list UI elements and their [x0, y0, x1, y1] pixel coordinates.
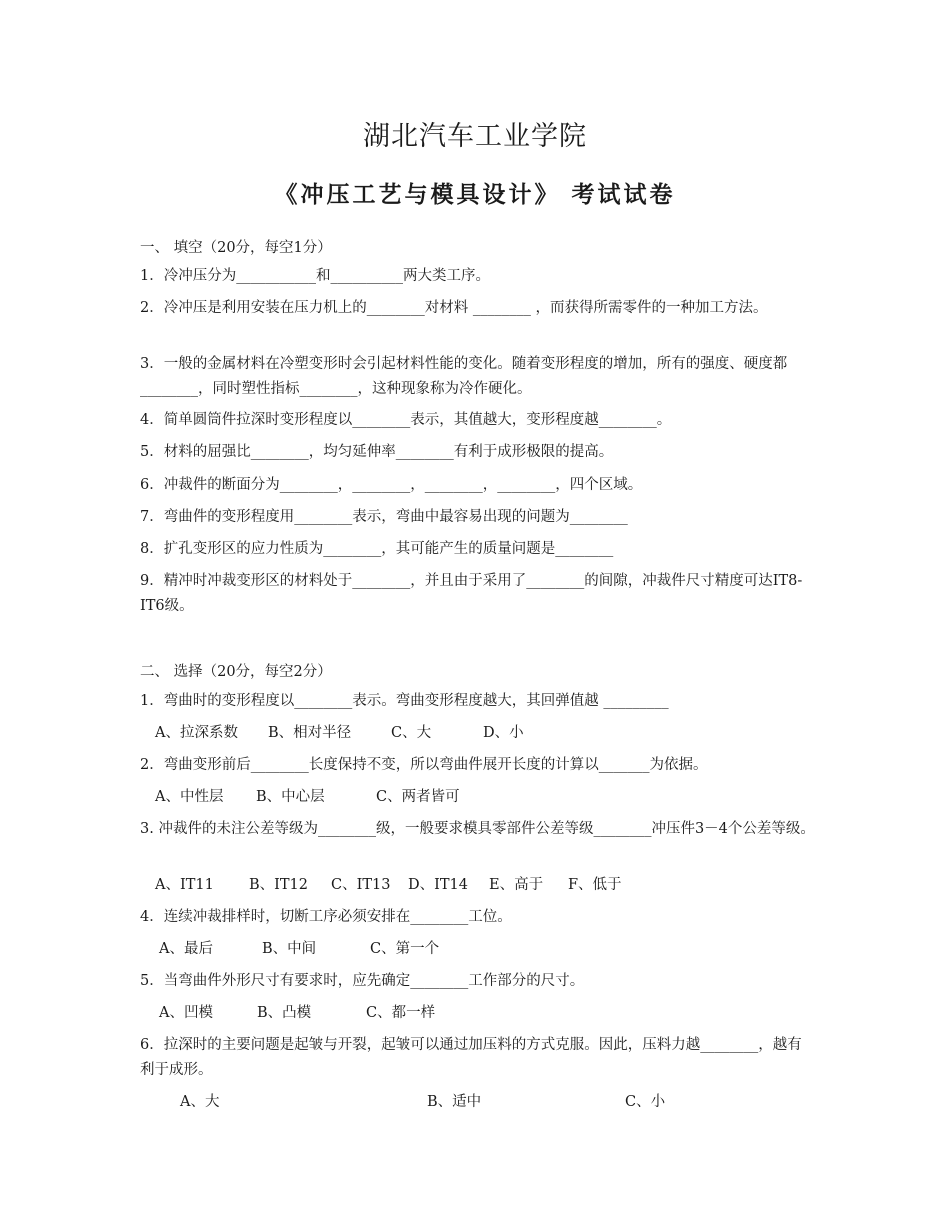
- option: C、大: [391, 725, 432, 741]
- option: D、IT14: [408, 877, 468, 893]
- fill-question-1: 1．冷冲压分为___________和__________两大类工序。: [140, 268, 490, 284]
- fill-question-5: 5．材料的屈强比________，均匀延伸率________有利于成形极限的提高。: [140, 444, 614, 460]
- choice-options-4: [0, 937, 950, 962]
- fill-question-4: 4．简单圆筒件拉深时变形程度以________表示，其值越大，变形程度越________。: [140, 412, 672, 428]
- option: A、凹模: [159, 1005, 213, 1021]
- exam-title: 《冲压工艺与模具设计》 考试试卷: [274, 181, 676, 208]
- choice-question-5: 5．当弯曲件外形尺寸有要求时，应先确定________工作部分的尺寸。: [140, 973, 585, 989]
- school-name: 湖北汽车工业学院: [363, 121, 587, 152]
- choice-question-4: 4．连续冲裁排样时，切断工序必须安排在________工位。: [140, 909, 512, 925]
- option: B、中心层: [256, 789, 325, 805]
- option: D、小: [483, 725, 524, 741]
- option: B、IT12: [249, 877, 309, 893]
- choice-options-3: [0, 873, 950, 898]
- option: B、凸模: [257, 1005, 312, 1021]
- option: B、相对半径: [268, 725, 352, 741]
- option: E、高于: [489, 877, 544, 893]
- section1-title: 一、 填空（20分，每空1分）: [140, 240, 332, 256]
- option: B、适中: [427, 1094, 482, 1110]
- choice-question-1: 1．弯曲时的变形程度以________表示。弯曲变形程度越大，其回弹值越 _________: [140, 693, 669, 709]
- option: C、两者皆可: [376, 789, 460, 805]
- fill-question-2: 2．冷冲压是利用安装在压力机上的________对材料 ________ ，而获得所需零件的一种加工方法。: [140, 300, 768, 316]
- choice-question-3: 3. 冲裁件的未注公差等级为________级，一般要求模具零部件公差等级________冲压件3－4个公差等级。: [140, 821, 815, 837]
- option: A、IT11: [155, 877, 214, 893]
- option: F、低于: [568, 877, 622, 893]
- choice-options-5: [0, 1001, 950, 1026]
- choice-options-1: [0, 721, 950, 746]
- choice-question-6: 6．拉深时的主要问题是起皱与开裂，起皱可以通过加压料的方式克服。因此，压料力越________，越有利于成形。: [140, 1037, 802, 1078]
- section2-title: 二、 选择（20分，每空2分）: [140, 664, 332, 680]
- choice-options-2: [0, 785, 950, 810]
- option: C、小: [625, 1094, 666, 1110]
- choice-options-6: [0, 1090, 950, 1115]
- choice-question-2: 2．弯曲变形前后________长度保持不变，所以弯曲件展开长度的计算以_______为依据。: [140, 757, 708, 773]
- option: C、第一个: [370, 941, 440, 957]
- fill-question-9: 9．精冲时冲裁变形区的材料处于________，并且由于采用了________的间隙，冲裁件尺寸精度可达IT8-IT6级。: [140, 573, 803, 614]
- option: A、最后: [159, 941, 213, 957]
- fill-question-6: 6．冲裁件的断面分为________，________，________，________，四个区域。: [140, 477, 643, 493]
- option: C、IT13: [331, 877, 391, 893]
- option: B、中间: [262, 941, 317, 957]
- option: C、都一样: [366, 1005, 436, 1021]
- option: A、拉深系数: [155, 725, 238, 741]
- fill-question-8: 8．扩孔变形区的应力性质为________，其可能产生的质量问题是________: [140, 541, 614, 557]
- fill-question-7: 7．弯曲件的变形程度用________表示，弯曲中最容易出现的问题为________: [140, 509, 628, 525]
- fill-question-3: 3．一般的金属材料在冷塑变形时会引起材料性能的变化。随着变形程度的增加，所有的强度、硬度都________，同时塑性指标________，这种现象称为冷作硬化。: [140, 356, 788, 397]
- option: A、大: [180, 1094, 220, 1110]
- option: A、中性层: [155, 789, 224, 805]
